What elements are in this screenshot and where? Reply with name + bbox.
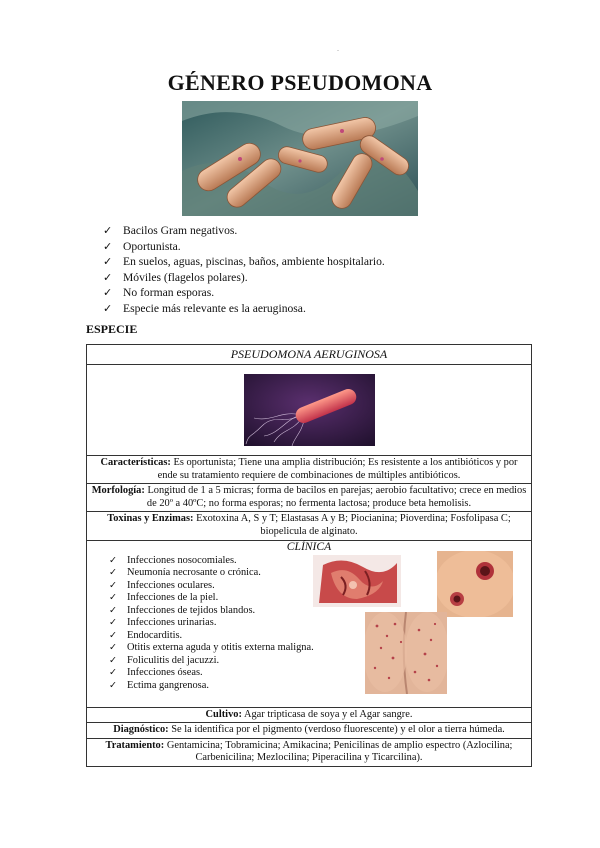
list-item: ✓ Infecciones óseas. — [109, 667, 203, 679]
checkmark-icon: ✓ — [109, 592, 117, 604]
skin-lesion-image — [437, 551, 513, 617]
list-item: ✓ Infecciones urinarias. — [109, 617, 217, 629]
checkmark-icon: ✓ — [109, 679, 117, 691]
checkmark-icon: ✓ — [109, 554, 117, 566]
checkmark-icon: ✓ — [103, 239, 113, 253]
checkmark-icon: ✓ — [103, 270, 113, 284]
folliculitis-skin-image — [365, 612, 447, 694]
page-mark: . — [337, 44, 339, 53]
list-item: ✓ Neumonía necrosante o crónica. — [109, 567, 261, 579]
diagnosis-cell: Diagnóstico: Se la identifica por el pigmento (verdoso fluorescente) y el olor a tierra húmeda. — [87, 723, 532, 739]
list-item: ✓ Infecciones nosocomiales. — [109, 554, 237, 566]
characteristics-cell: Características: Es oportunista; Tiene una amplia distribución; Es resistente a los antibióticos y por ende su tratamiento requiere de combinaciones de múltiples antibióticos. — [87, 456, 532, 484]
bacteria-micrograph-image — [182, 101, 418, 216]
culture-cell: Cultivo: Agar tripticasa de soya y el Agar sangre. — [87, 707, 532, 723]
species-table — [86, 344, 532, 767]
list-item: ✓ Infecciones de tejidos blandos. — [109, 604, 256, 616]
species-name-header: PSEUDOMONA AERUGINOSA — [87, 345, 532, 365]
checkmark-icon: ✓ — [109, 604, 117, 616]
list-item: ✓ Foliculitis del jacuzzi. — [109, 654, 220, 666]
list-item: ✓ Oportunista. — [103, 239, 181, 253]
page-title: GÉNERO PSEUDOMONA — [167, 70, 433, 95]
list-item: ✓ Móviles (flagelos polares). — [103, 270, 248, 284]
list-item: ✓ No forman esporas. — [103, 286, 215, 300]
list-item: ✓ Otitis externa aguda y otitis externa maligna. — [109, 642, 314, 654]
pseudomonas-aeruginosa-image — [244, 374, 375, 446]
treatment-cell: Tratamiento: Gentamicina; Tobramicina; Amikacina; Penicilinas de amplio espectro (Azlocilina; Carbenicilina; Mezlocilina; Piperacilina y Ticarcilina). — [87, 738, 532, 766]
clinical-list — [109, 555, 314, 693]
checkmark-icon: ✓ — [109, 567, 117, 579]
species-heading: ESPECIE — [86, 322, 138, 336]
checkmark-icon: ✓ — [109, 642, 117, 654]
list-item: ✓ En suelos, aguas, piscinas, baños, ambiente hospitalario. — [103, 255, 385, 269]
checkmark-icon: ✓ — [103, 224, 113, 237]
list-item: ✓ Infecciones de la piel. — [109, 592, 219, 604]
checkmark-icon: ✓ — [109, 629, 117, 641]
list-item: ✓ Especie más relevante es la aeruginosa. — [103, 301, 306, 315]
list-item: ✓ Infecciones oculares. — [109, 579, 215, 591]
heart-infection-image — [313, 555, 401, 607]
list-item: ✓ Endocarditis. — [109, 629, 183, 641]
clinical-title: CLÍNICA — [286, 539, 332, 553]
checkmark-icon: ✓ — [109, 667, 117, 679]
genus-features-list — [103, 223, 385, 317]
morphology-cell: Morfología: Longitud de 1 a 5 micras; forma de bacilos en parejas; aerobio facultativo; crece en medios de 20º a 40ºC; no forma esporas; no fermenta lactosa; produce beta hemolisis. — [87, 484, 532, 512]
checkmark-icon: ✓ — [109, 617, 117, 629]
list-item: ✓ Ectima gangrenosa. — [109, 679, 209, 691]
list-item: ✓ Bacilos Gram negativos. — [103, 224, 238, 237]
toxins-cell: Toxinas y Enzimas: Exotoxina A, S y T; Elastasas A y B; Piocianina; Pioverdina; Fosfolipasa C; biopelicula de alginato. — [87, 512, 532, 540]
clinical-cell — [87, 540, 532, 707]
checkmark-icon: ✓ — [109, 654, 117, 666]
checkmark-icon: ✓ — [103, 301, 113, 315]
checkmark-icon: ✓ — [103, 255, 113, 269]
checkmark-icon: ✓ — [103, 286, 113, 300]
checkmark-icon: ✓ — [109, 579, 117, 591]
species-image-cell — [87, 365, 532, 456]
